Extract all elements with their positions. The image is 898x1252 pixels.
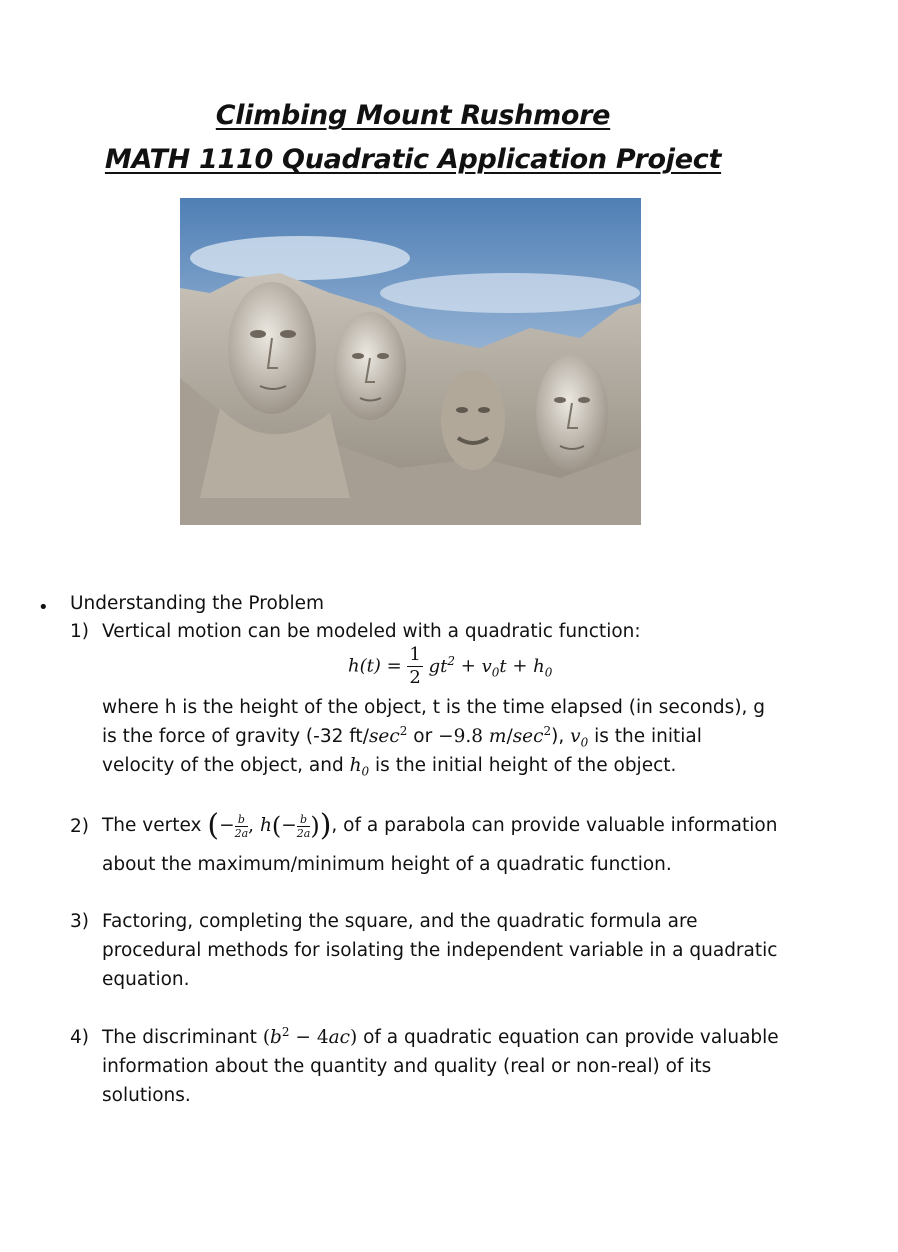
one-half-fraction: $\frac{1}{2}$ — [409, 644, 421, 688]
item-3-line-1: Factoring, completing the square, and the quadratic formula are — [102, 911, 698, 932]
item-3-line-3: equation. — [102, 969, 190, 990]
item-number: 4) — [70, 1027, 89, 1048]
item-4-line-2: information about the quantity and quality (real or non-real) of its — [102, 1056, 712, 1077]
item-number: 1) — [70, 621, 89, 642]
item-number: 2) — [70, 816, 89, 837]
bullet-point: • — [38, 597, 49, 618]
item-number: 3) — [70, 911, 89, 932]
item-1-line-a: where h is the height of the object, t is the time elapsed (in seconds), g — [102, 697, 766, 718]
item-1-line-c: velocity of the object, and $h_0$ is the initial height of the object. — [102, 755, 677, 779]
item-2-line-1: The vertex (− $\frac{b}{2a}$ , h(− $\frac{b}{2a}$ )), of a parabola can provide valuable information — [102, 808, 778, 843]
item-1-line-b: is the force of gravity (-32 $ft/\sec^2$ or −9.8 $m/\sec^2$), $v_0$ is the initial — [102, 723, 702, 750]
item-2-line-2: about the maximum/minimum height of a quadratic function. — [102, 854, 672, 875]
document-title: Climbing Mount Rushmore — [215, 100, 611, 131]
jefferson-face — [334, 312, 406, 420]
item-4-line-1: The discriminant $(b^2 - 4ac)$ of a quadratic equation can provide valuable — [102, 1024, 779, 1048]
item-4-line-3: solutions. — [102, 1085, 191, 1106]
document-subtitle: MATH 1110 Quadratic Application Project — [104, 144, 722, 175]
mount-rushmore-photo — [180, 198, 641, 525]
item-3-line-2: procedural methods for isolating the independent variable in a quadratic — [102, 940, 778, 961]
lincoln-face — [536, 355, 608, 471]
washington-face — [228, 282, 316, 414]
section-heading: Understanding the Problem — [70, 593, 325, 614]
roosevelt-face — [441, 370, 505, 470]
item-1-intro: Vertical motion can be modeled with a quadratic function: — [102, 621, 641, 642]
vertical-motion-formula: h(t) = $\frac{1}{2}$ $gt^2 + v_0t + h_0$ — [348, 644, 553, 688]
